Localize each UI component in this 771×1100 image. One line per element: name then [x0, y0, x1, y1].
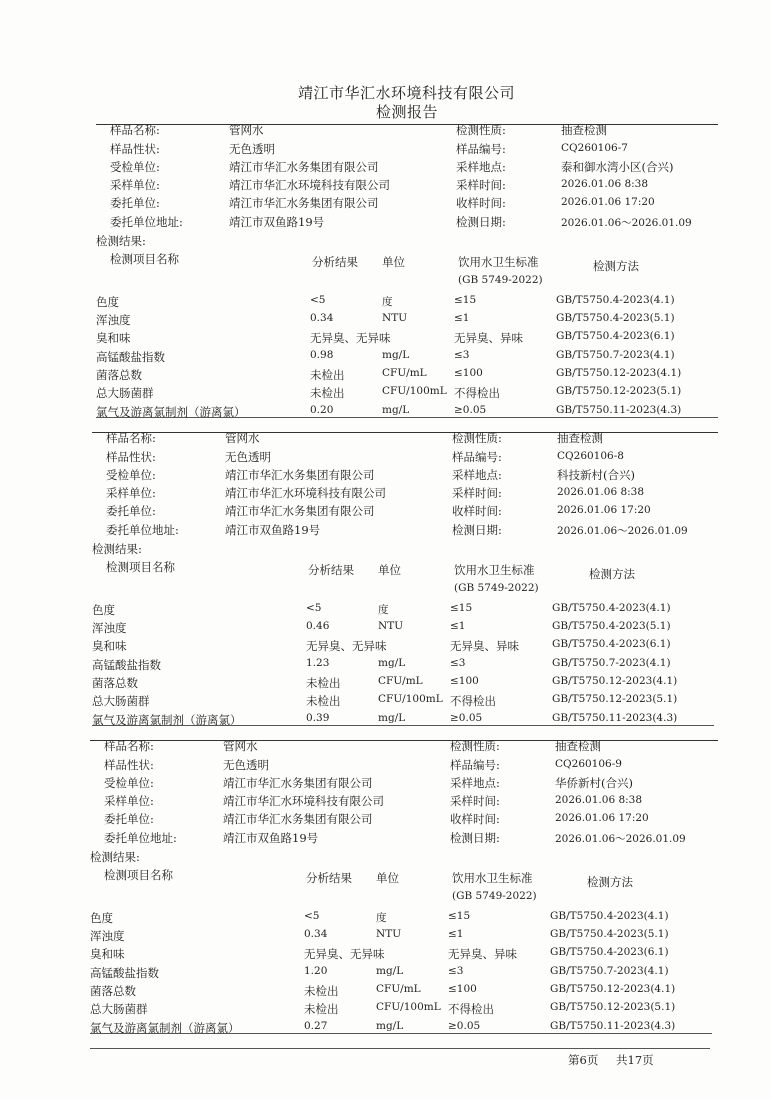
cell-item: 浑浊度	[96, 313, 131, 327]
cell-standard: ≤3	[454, 349, 470, 361]
cell-method: GB/T5750.4-2023(6.1)	[552, 638, 671, 650]
cell-unit: CFU/100mL	[382, 385, 447, 397]
value-sample-number: CQ260106-7	[561, 142, 628, 154]
value-inspected-unit: 靖江市华汇水务集团有限公司	[225, 468, 375, 482]
cell-item: 菌落总数	[92, 676, 138, 690]
label-test-date: 检测日期:	[450, 831, 500, 845]
cell-standard: ≥0.05	[448, 1020, 481, 1032]
cell-standard: ≤100	[450, 675, 479, 687]
cell-standard: 无异臭、异味	[450, 639, 519, 653]
label-results: 检测结果:	[90, 850, 140, 864]
cell-standard: 无异臭、异味	[448, 947, 517, 961]
value-inspected-unit: 靖江市华汇水务集团有限公司	[223, 776, 373, 790]
cell-item: 氯气及游离氯制剂（游离氯）	[90, 1021, 240, 1035]
cell-result: 0.34	[310, 312, 334, 324]
cell-unit: NTU	[376, 928, 402, 940]
label-sample-number: 样品编号:	[456, 142, 506, 156]
label-client: 委托单位:	[104, 812, 154, 826]
cell-method: GB/T5750.11-2023(4.3)	[556, 404, 682, 416]
label-test-nature: 检测性质:	[452, 431, 502, 445]
value-receive-time: 2026.01.06 17:20	[561, 196, 655, 208]
value-test-nature: 抽查检测	[557, 431, 603, 445]
cell-unit: mg/L	[382, 349, 410, 361]
value-sample-nature: 无色透明	[229, 142, 275, 156]
label-sampling-site: 采样地点:	[456, 160, 506, 174]
cell-result: <5	[310, 294, 326, 306]
cell-standard: ≤15	[454, 294, 477, 306]
cell-item: 高锰酸盐指数	[92, 658, 161, 672]
cell-standard: 不得检出	[454, 386, 500, 400]
value-client-address: 靖江市双鱼路19号	[229, 215, 325, 229]
sample-section-2	[92, 433, 771, 743]
cell-result: 未检出	[310, 386, 345, 400]
label-test-nature: 检测性质:	[450, 739, 500, 753]
cell-standard: ≤1	[454, 312, 470, 324]
section-bottom-rule	[92, 725, 714, 726]
cell-item: 氯气及游离氯制剂（游离氯）	[92, 713, 242, 727]
cell-method: GB/T5750.12-2023(4.1)	[552, 675, 678, 687]
value-client: 靖江市华汇水务集团有限公司	[225, 504, 375, 518]
value-test-date: 2026.01.06～2026.01.09	[555, 833, 686, 845]
value-inspected-unit: 靖江市华汇水务集团有限公司	[229, 160, 379, 174]
label-client-address: 委托单位地址:	[104, 831, 177, 845]
section-top-rule	[90, 740, 718, 741]
value-sampling-unit: 靖江市华汇水环境科技有限公司	[225, 486, 386, 500]
label-results: 检测结果:	[92, 542, 142, 556]
value-sample-name: 管网水	[223, 739, 258, 753]
value-sample-nature: 无色透明	[223, 758, 269, 772]
value-sampling-site: 华侨新村(合兴)	[555, 776, 633, 790]
cell-result: 无异臭、无异味	[304, 947, 385, 961]
page-total: 共17页	[616, 1053, 654, 1067]
cell-result: <5	[306, 602, 322, 614]
cell-method: GB/T5750.4-2023(5.1)	[550, 928, 669, 940]
header-item: 检测项目名称	[110, 252, 179, 266]
cell-item: 浑浊度	[90, 929, 125, 943]
cell-unit: CFU/100mL	[376, 1001, 441, 1013]
value-client-address: 靖江市双鱼路19号	[225, 523, 321, 537]
cell-unit: 度	[376, 912, 387, 924]
section-top-rule	[96, 124, 718, 125]
cell-item: 臭和味	[96, 331, 131, 345]
cell-item: 总大肠菌群	[92, 694, 150, 708]
value-sampling-site: 泰和御水湾小区(合兴)	[561, 160, 674, 174]
value-sample-name: 管网水	[229, 123, 264, 137]
section-bottom-rule	[96, 417, 718, 418]
cell-method: GB/T5750.11-2023(4.3)	[550, 1020, 676, 1032]
label-sample-number: 样品编号:	[452, 450, 502, 464]
cell-method: GB/T5750.12-2023(4.1)	[556, 367, 682, 379]
label-test-nature: 检测性质:	[456, 123, 506, 137]
header-standard: 饮用水卫生标准	[452, 871, 533, 885]
cell-standard: 无异臭、异味	[454, 331, 523, 345]
header-unit: 单位	[382, 255, 405, 269]
label-receive-time: 收样时间:	[456, 196, 506, 210]
value-client-address: 靖江市双鱼路19号	[223, 831, 319, 845]
cell-result: 未检出	[306, 694, 341, 708]
cell-standard: ≤3	[450, 657, 466, 669]
cell-method: GB/T5750.4-2023(6.1)	[556, 330, 675, 342]
cell-standard: ≤15	[448, 910, 471, 922]
company-name: 靖江市华汇水环境科技有限公司	[298, 84, 516, 102]
cell-item: 臭和味	[90, 947, 125, 961]
header-standard: 饮用水卫生标准	[454, 563, 535, 577]
section-bottom-rule	[90, 1033, 712, 1034]
label-receive-time: 收样时间:	[452, 504, 502, 518]
footer-rule	[90, 1048, 710, 1049]
header-standard-code: (GB 5749-2022)	[452, 890, 537, 902]
header-method: 检测方法	[593, 259, 639, 273]
cell-method: GB/T5750.4-2023(4.1)	[552, 602, 671, 614]
cell-unit: mg/L	[378, 712, 406, 724]
label-results: 检测结果:	[96, 234, 146, 248]
cell-result: 1.20	[304, 965, 328, 977]
cell-unit: CFU/mL	[382, 367, 427, 379]
cell-unit: 度	[382, 296, 393, 308]
value-sampling-site: 科技新村(合兴)	[557, 468, 635, 482]
cell-method: GB/T5750.7-2023(4.1)	[550, 965, 669, 977]
header-standard-code: (GB 5749-2022)	[454, 582, 539, 594]
value-test-nature: 抽查检测	[561, 123, 607, 137]
cell-item: 氯气及游离氯制剂（游离氯）	[96, 405, 246, 419]
cell-item: 色度	[92, 603, 115, 617]
cell-standard: ≥0.05	[454, 404, 487, 416]
cell-result: 1.23	[306, 657, 330, 669]
cell-method: GB/T5750.4-2023(5.1)	[556, 312, 675, 324]
label-sample-number: 样品编号:	[450, 758, 500, 772]
sample-section-3	[90, 741, 771, 1051]
header-unit: 单位	[376, 871, 399, 885]
label-sampling-unit: 采样单位:	[104, 794, 154, 808]
label-client-address: 委托单位地址:	[110, 215, 183, 229]
header-unit: 单位	[378, 563, 401, 577]
cell-method: GB/T5750.4-2023(4.1)	[550, 910, 669, 922]
label-sample-nature: 样品性状:	[106, 450, 156, 464]
label-sample-name: 样品名称:	[104, 739, 154, 753]
cell-unit: CFU/mL	[376, 983, 421, 995]
header-result: 分析结果	[312, 255, 358, 269]
label-inspected-unit: 受检单位:	[106, 468, 156, 482]
cell-standard: ≤100	[454, 367, 483, 379]
cell-standard: 不得检出	[448, 1002, 494, 1016]
value-sampling-unit: 靖江市华汇水环境科技有限公司	[223, 794, 384, 808]
label-receive-time: 收样时间:	[450, 812, 500, 826]
cell-result: 0.20	[310, 404, 334, 416]
value-sample-name: 管网水	[225, 431, 260, 445]
label-test-date: 检测日期:	[456, 215, 506, 229]
cell-item: 菌落总数	[90, 984, 136, 998]
cell-method: GB/T5750.12-2023(5.1)	[552, 693, 678, 705]
value-client: 靖江市华汇水务集团有限公司	[223, 812, 373, 826]
cell-unit: mg/L	[376, 965, 404, 977]
cell-result: 未检出	[304, 984, 339, 998]
section-top-rule	[92, 432, 718, 433]
cell-unit: 度	[378, 604, 389, 616]
cell-result: 无异臭、无异味	[306, 639, 387, 653]
cell-result: 未检出	[306, 676, 341, 690]
cell-item: 高锰酸盐指数	[96, 350, 165, 364]
cell-item: 浑浊度	[92, 621, 127, 635]
cell-method: GB/T5750.12-2023(4.1)	[550, 983, 676, 995]
page-number: 第6页	[568, 1053, 599, 1067]
value-sampling-time: 2026.01.06 8:38	[561, 178, 649, 190]
value-client: 靖江市华汇水务集团有限公司	[229, 196, 379, 210]
cell-item: 高锰酸盐指数	[90, 966, 159, 980]
label-sample-name: 样品名称:	[110, 123, 160, 137]
label-test-date: 检测日期:	[452, 523, 502, 537]
label-sampling-site: 采样地点:	[452, 468, 502, 482]
header-item: 检测项目名称	[104, 868, 173, 882]
cell-item: 色度	[90, 911, 113, 925]
cell-method: GB/T5750.4-2023(5.1)	[552, 620, 671, 632]
cell-standard: ≤100	[448, 983, 477, 995]
value-sample-number: CQ260106-8	[557, 450, 624, 462]
value-sampling-unit: 靖江市华汇水环境科技有限公司	[229, 178, 390, 192]
cell-item: 总大肠菌群	[96, 386, 154, 400]
header-result: 分析结果	[306, 871, 352, 885]
cell-method: GB/T5750.7-2023(4.1)	[556, 349, 675, 361]
cell-item: 色度	[96, 295, 119, 309]
cell-unit: NTU	[382, 312, 408, 324]
value-sample-nature: 无色透明	[225, 450, 271, 464]
value-receive-time: 2026.01.06 17:20	[555, 812, 649, 824]
header-standard-code: (GB 5749-2022)	[458, 274, 543, 286]
cell-standard: 不得检出	[450, 694, 496, 708]
cell-method: GB/T5750.7-2023(4.1)	[552, 657, 671, 669]
cell-item: 菌落总数	[96, 368, 142, 382]
cell-unit: mg/L	[378, 657, 406, 669]
label-inspected-unit: 受检单位:	[110, 160, 160, 174]
label-client: 委托单位:	[106, 504, 156, 518]
label-sample-nature: 样品性状:	[110, 142, 160, 156]
cell-method: GB/T5750.4-2023(4.1)	[556, 294, 675, 306]
cell-result: <5	[304, 910, 320, 922]
header-result: 分析结果	[308, 563, 354, 577]
value-test-date: 2026.01.06～2026.01.09	[561, 217, 692, 229]
header-item: 检测项目名称	[106, 560, 175, 574]
cell-item: 总大肠菌群	[90, 1002, 148, 1016]
cell-result: 无异臭、无异味	[310, 331, 391, 345]
label-sample-name: 样品名称:	[106, 431, 156, 445]
value-test-nature: 抽查检测	[555, 739, 601, 753]
cell-result: 0.27	[304, 1020, 328, 1032]
cell-method: GB/T5750.12-2023(5.1)	[556, 385, 682, 397]
cell-method: GB/T5750.11-2023(4.3)	[552, 712, 678, 724]
label-sampling-time: 采样时间:	[450, 794, 500, 808]
cell-unit: mg/L	[376, 1020, 404, 1032]
label-sampling-unit: 采样单位:	[110, 178, 160, 192]
value-test-date: 2026.01.06～2026.01.09	[557, 525, 688, 537]
cell-result: 0.46	[306, 620, 330, 632]
label-sampling-time: 采样时间:	[456, 178, 506, 192]
header-method: 检测方法	[587, 875, 633, 889]
label-client-address: 委托单位地址:	[106, 523, 179, 537]
cell-standard: ≤1	[448, 928, 464, 940]
cell-method: GB/T5750.4-2023(6.1)	[550, 946, 669, 958]
cell-unit: CFU/mL	[378, 675, 423, 687]
cell-item: 臭和味	[92, 639, 127, 653]
cell-standard: ≤1	[450, 620, 466, 632]
value-sampling-time: 2026.01.06 8:38	[557, 486, 645, 498]
cell-result: 未检出	[310, 368, 345, 382]
cell-result: 未检出	[304, 1002, 339, 1016]
cell-standard: ≤3	[448, 965, 464, 977]
cell-standard: ≤15	[450, 602, 473, 614]
cell-unit: NTU	[378, 620, 404, 632]
cell-result: 0.98	[310, 349, 334, 361]
label-sampling-time: 采样时间:	[452, 486, 502, 500]
cell-unit: CFU/100mL	[378, 693, 443, 705]
label-client: 委托单位:	[110, 196, 160, 210]
cell-result: 0.39	[306, 712, 330, 724]
value-sampling-time: 2026.01.06 8:38	[555, 794, 643, 806]
header-method: 检测方法	[589, 567, 635, 581]
value-sample-number: CQ260106-9	[555, 758, 622, 770]
header-standard: 饮用水卫生标准	[458, 255, 539, 269]
label-sample-nature: 样品性状:	[104, 758, 154, 772]
sample-section-1	[96, 125, 771, 435]
cell-result: 0.34	[304, 928, 328, 940]
label-sampling-unit: 采样单位:	[106, 486, 156, 500]
cell-method: GB/T5750.12-2023(5.1)	[550, 1001, 676, 1013]
report-title: 检测报告	[376, 103, 439, 121]
cell-standard: ≥0.05	[450, 712, 483, 724]
value-receive-time: 2026.01.06 17:20	[557, 504, 651, 516]
label-inspected-unit: 受检单位:	[104, 776, 154, 790]
cell-unit: mg/L	[382, 404, 410, 416]
label-sampling-site: 采样地点:	[450, 776, 500, 790]
